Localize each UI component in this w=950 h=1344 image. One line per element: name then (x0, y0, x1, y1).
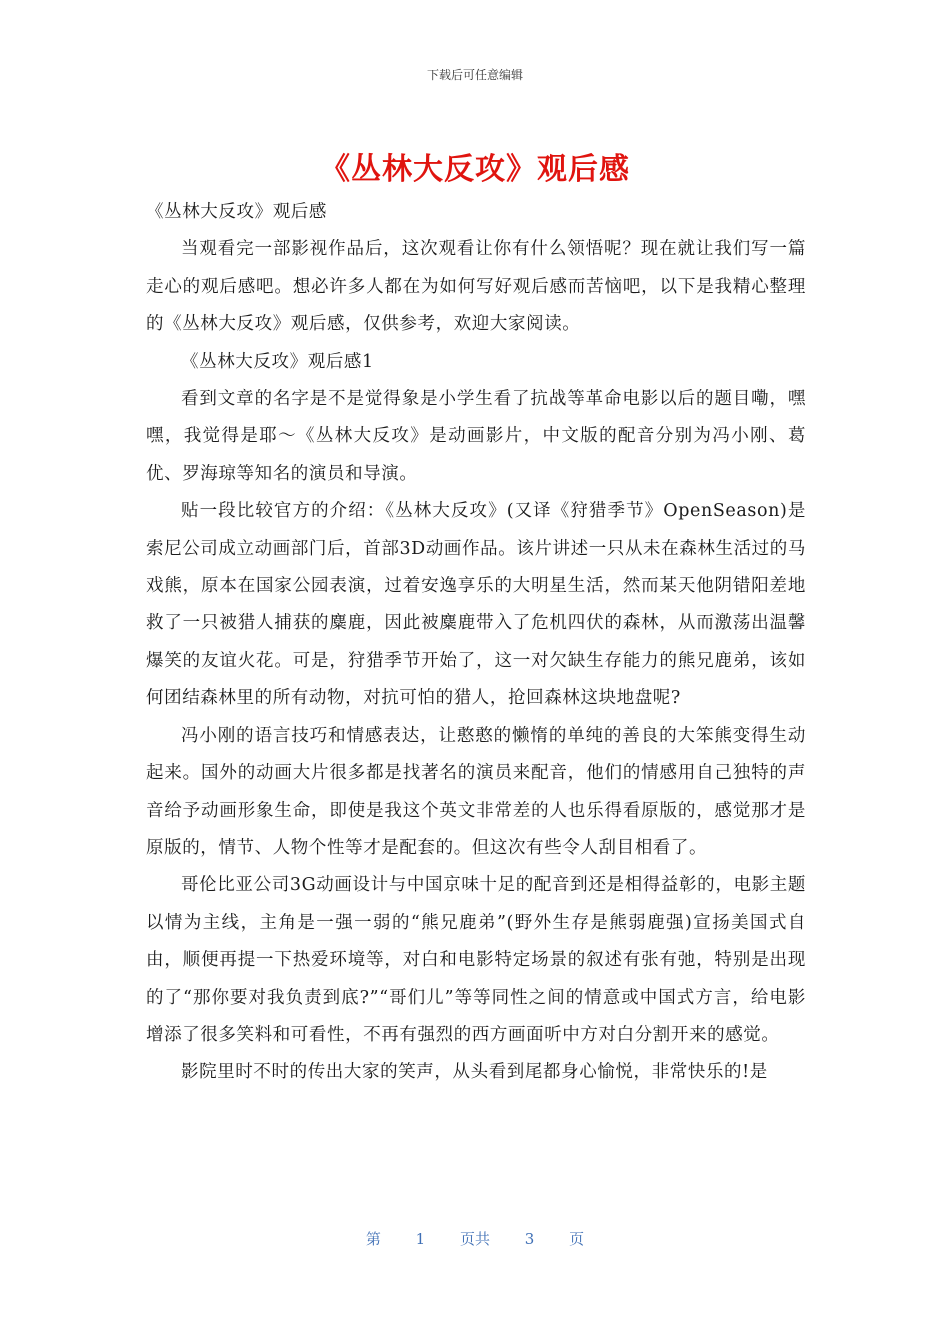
page-footer (0, 1228, 950, 1249)
body-paragraph: 看到文章的名字是不是觉得象是小学生看了抗战等革命电影以后的题目嘞，嘿嘿，我觉得是耶～《丛林大反攻》是动画影片，中文版的配音分别为冯小刚、葛优、罗海琼等知名的演员和导演。 (146, 389, 806, 484)
body-paragraph: 《丛林大反攻》观后感 (146, 202, 327, 222)
body-paragraph: 影院里时不时的传出大家的笑声，从头看到尾都身心愉悦，非常快乐的!是 (181, 1062, 768, 1083)
body-paragraph: 贴一段比较官方的介绍：《丛林大反攻》(又译《狩猎季节》OpenSeason)是索尼公司成立动画部门后，首部3D动画作品。该片讲述一只从未在森林生活过的马戏熊，原本在国家公园表演，过着安逸享乐的大明星生活，然而某天他阴错阳差地救了一只被猎人捕获的麋鹿，因此被麋鹿带入了危机四伏的森林，从而激荡出温馨爆笑的友谊火花。可是，狩猎季节开始了，这一对欠缺生存能力的熊兄鹿弟，该如何团结森林里的所有动物，对抗可怕的猎人，抢回森林这块地盘呢? (146, 501, 806, 709)
body-paragraph: 冯小刚的语言技巧和情感表达，让憨憨的懒惰的单纯的善良的大笨熊变得生动起来。国外的动画大片很多都是找著名的演员来配音，他们的情感用自己独特的声音给予动画形象生命，即使是我这个英文非常差的人也乐得看原版的，感觉那才是原版的，情节、人物个性等才是配套的。但这次有些令人刮目相看了。 (146, 725, 806, 858)
footer-suffix: 页 (569, 1230, 585, 1248)
page-header: 下载后可任意编辑 (426, 68, 523, 82)
footer-prefix: 第 (365, 1230, 381, 1248)
footer-total-pages: 3 (524, 1230, 535, 1248)
document-title: 《丛林大反攻》观后感 (320, 152, 630, 187)
footer-middle: 页共 (459, 1230, 490, 1248)
document-body (146, 194, 806, 1092)
body-paragraph: 当观看完一部影视作品后，这次观看让你有什么领悟呢？现在就让我们写一篇走心的观后感吧。想必许多人都在为如何写好观后感而苦恼吧，以下是我精心整理的《丛林大反攻》观后感，仅供参考，欢迎大家阅读。 (146, 239, 806, 335)
section-heading: 《丛林大反攻》观后感1 (181, 351, 374, 372)
body-paragraph: 哥伦比亚公司3G动画设计与中国京味十足的配音到还是相得益彰的，电影主题以情为主线，主角是一强一弱的“熊兄鹿弟”(野外生存是熊弱鹿强)宣扬美国式自由，顺便再提一下热爱环境等，对白和电影特定场景的叙述有张有弛，特别是出现的了“那你要对我负责到底?”“哥们儿”等等同性之间的情意或中国式方言，给电影增添了很多笑料和可看性，不再有强烈的西方画面听中方对白分割开来的感觉。 (146, 875, 806, 1045)
footer-page-number: 1 (415, 1230, 426, 1248)
